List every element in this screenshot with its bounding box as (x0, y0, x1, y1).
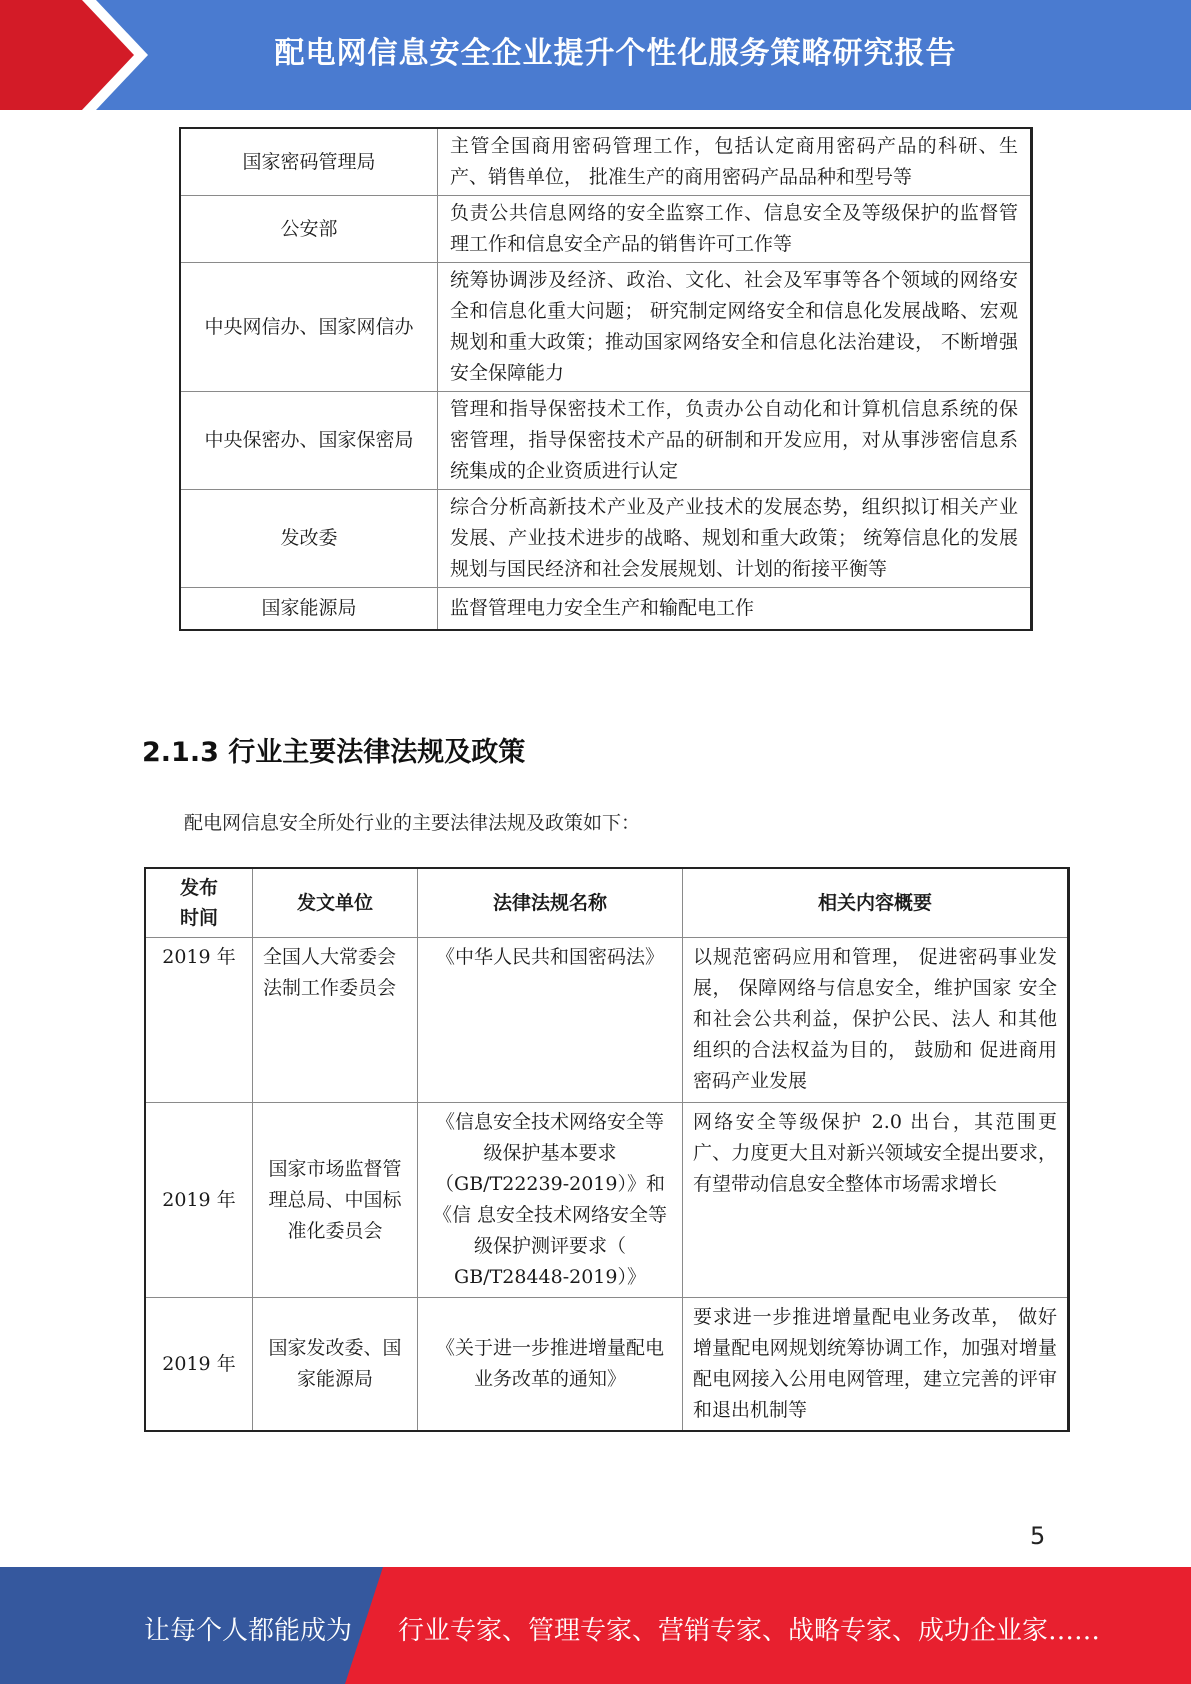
table-row (145, 1298, 1069, 1432)
page-footer (0, 1567, 1191, 1684)
cell-year: 2019 年 (145, 1298, 253, 1432)
cell-year: 2019 年 (145, 1103, 253, 1298)
cell-summary: 网络安全等级保护 2.0 出台，其范围更广、力度更大且对新兴领域安全提出要求，有望带动信息安全整体市场需求增长 (683, 1103, 1069, 1298)
regulator-name: 中央网信办、国家网信办 (180, 263, 438, 392)
page-header (0, 0, 1191, 110)
col-header-time: 发布 时间 (145, 868, 253, 938)
regulator-name: 公安部 (180, 196, 438, 263)
cell-summary: 以规范密码应用和管理， 促进密码事业发展， 保障网络与信息安全，维护国家 安全和社会公共利益，保护公民、法人 和其他组织的合法权益为目的， 鼓励和 促进商用密码产业发展 (683, 938, 1069, 1103)
regulator-table (179, 127, 1033, 631)
regulator-duty: 统筹协调涉及经济、政治、文化、社会及军事等各个领域的网络安全和信息化重大问题； 研究制定网络安全和信息化发展战略、宏观规划和重大政策；推动国家网络安全和信息化法治建设， 不断增强安全保障能力 (438, 263, 1032, 392)
table-row (180, 196, 1032, 263)
regulator-name: 国家能源局 (180, 588, 438, 630)
table-row (180, 392, 1032, 490)
report-title: 配电网信息安全企业提升个性化服务策略研究报告 (274, 36, 957, 71)
regulator-name: 国家密码管理局 (180, 128, 438, 196)
table-row (145, 1103, 1069, 1298)
regulator-duty: 主管全国商用密码管理工作，包括认定商用密码产品的科研、生产、销售单位， 批准生产的商用密码产品品种和型号等 (438, 128, 1032, 196)
regulator-name: 发改委 (180, 490, 438, 588)
cell-unit: 国家发改委、国家能源局 (253, 1298, 418, 1432)
footer-slogan-left: 让每个人都能成为 (144, 1616, 353, 1646)
col-header-summary: 相关内容概要 (683, 868, 1069, 938)
laws-policies-table (144, 867, 1070, 1432)
cell-summary: 要求进一步推进增量配电业务改革， 做好增量配电网规划统筹协调工作，加强对增量配电网接入公用电网管理，建立完善的评审和退出机制等 (683, 1298, 1069, 1432)
table-header-row (145, 868, 1069, 938)
regulator-duty: 综合分析高新技术产业及产业技术的发展态势，组织拟订相关产业发展、产业技术进步的战略、规划和重大政策； 统筹信息化的发展规划与国民经济和社会发展规划、计划的衔接平衡等 (438, 490, 1032, 588)
regulator-name: 中央保密办、国家保密局 (180, 392, 438, 490)
section-heading: 2.1.3 行业主要法律法规及政策 (142, 737, 526, 768)
table-row (145, 938, 1069, 1103)
table-row (180, 263, 1032, 392)
section-intro: 配电网信息安全所处行业的主要法律法规及政策如下： (184, 812, 641, 834)
regulator-duty: 管理和指导保密技术工作，负责办公自动化和计算机信息系统的保密管理，指导保密技术产品的研制和开发应用，对从事涉密信息系统集成的企业资质进行认定 (438, 392, 1032, 490)
cell-law: 《中华人民共和国密码法》 (418, 938, 683, 1103)
cell-unit: 国家市场监督管理总局、中国标准化委员会 (253, 1103, 418, 1298)
col-header-unit: 发文单位 (253, 868, 418, 938)
cell-year: 2019 年 (145, 938, 253, 1103)
cell-law: 《信息安全技术网络安全等级保护基本要求（GB/T22239-2019）》和《信 息安全技术网络安全等级保护测评要求（ GB/T28448-2019）》 (418, 1103, 683, 1298)
page-number: 5 (1030, 1522, 1046, 1550)
table-row (180, 128, 1032, 196)
table-row (180, 588, 1032, 630)
col-header-law: 法律法规名称 (418, 868, 683, 938)
table-row (180, 490, 1032, 588)
cell-law: 《关于进一步推进增量配电业务改革的通知》 (418, 1298, 683, 1432)
cell-unit: 全国人大常委会法制工作委员会 (253, 938, 418, 1103)
regulator-duty: 监督管理电力安全生产和输配电工作 (438, 588, 1032, 630)
footer-slogan-right: 行业专家、管理专家、营销专家、战略专家、成功企业家…… (398, 1616, 1101, 1646)
regulator-duty: 负责公共信息网络的安全监察工作、信息安全及等级保护的监督管理工作和信息安全产品的销售许可工作等 (438, 196, 1032, 263)
